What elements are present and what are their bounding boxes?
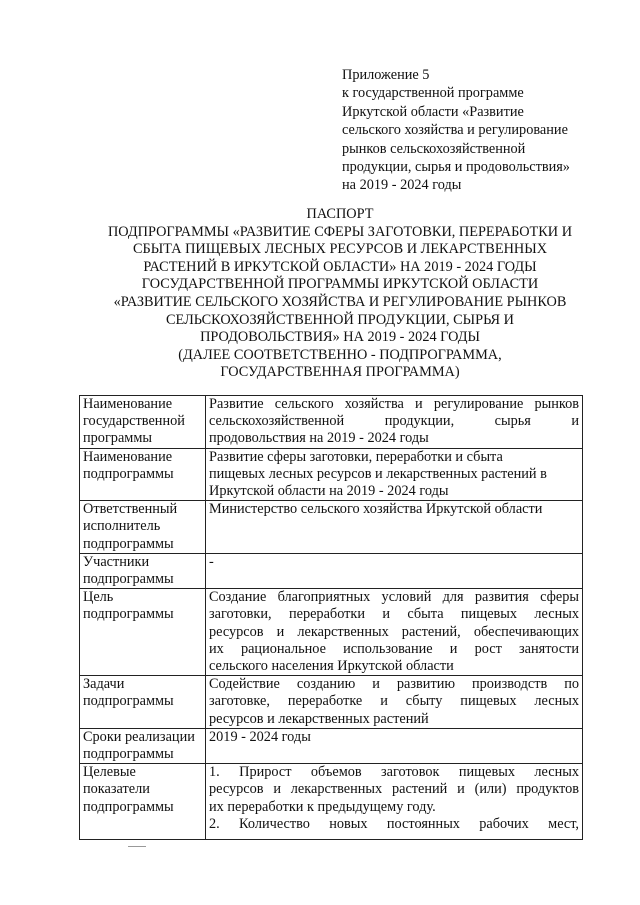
appendix-block [342, 66, 602, 195]
appendix-line: к государственной программе [342, 85, 524, 102]
value-line: их рациональное использование и рост занятости [209, 640, 579, 657]
scan-mark [128, 846, 146, 847]
label-line: подпрограммы [83, 693, 174, 710]
title-line: «РАЗВИТИЕ СЕЛЬСКОГО ХОЗЯЙСТВА И РЕГУЛИРОВАНИЕ РЫНКОВ [113, 293, 567, 310]
table-row [80, 764, 583, 840]
label-line: Ответственный [83, 501, 178, 518]
row-label [80, 396, 206, 449]
label-line: Цель [83, 589, 114, 606]
title-line: СБЫТА ПИЩЕВЫХ ЛЕСНЫХ РЕСУРСОВ И ЛЕКАРСТВЕННЫХ [132, 241, 548, 258]
row-value [206, 501, 583, 554]
row-value [206, 396, 583, 449]
row-value [206, 589, 583, 676]
row-label [80, 589, 206, 676]
table-row [80, 728, 583, 763]
label-line: Целевые [83, 764, 136, 781]
appendix-line: рынков сельскохозяйственной [342, 140, 526, 157]
row-value [206, 676, 583, 729]
title-heading: ПАСПОРТ [306, 206, 374, 222]
row-label [80, 448, 206, 501]
appendix-line: на 2019 - 2024 годы [342, 177, 462, 194]
row-label [80, 501, 206, 554]
appendix-line: Иркутской области «Развитие [342, 103, 524, 120]
label-line: Наименование [83, 448, 173, 465]
row-value [206, 728, 583, 763]
label-line: подпрограммы [83, 606, 174, 623]
row-value [206, 553, 583, 588]
label-line: подпрограммы [83, 746, 174, 763]
value-line: сельскохозяйственной продукции, сырья и [209, 413, 579, 430]
row-label [80, 728, 206, 763]
document-title [60, 206, 620, 382]
value-line: Иркутской области на 2019 - 2024 годы [209, 483, 449, 500]
value-line: ресурсов и лекарственных растений и (или) продуктов [209, 781, 579, 798]
label-line: подпрограммы [83, 571, 174, 588]
table-row [80, 553, 583, 588]
table-row [80, 589, 583, 676]
label-line: Наименование [83, 396, 173, 412]
value-line: сельского населения Иркутской области [209, 658, 454, 675]
title-line: СЕЛЬСКОХОЗЯЙСТВЕННОЙ ПРОДУКЦИИ, СЫРЬЯ И [166, 311, 514, 328]
value-line: Создание благоприятных условий для развития сферы [209, 589, 579, 606]
value-line: Содействие созданию и развитию производств по [209, 676, 579, 693]
value-line: 2. Количество новых постоянных рабочих мест, [209, 815, 579, 832]
appendix-line: Приложение 5 [342, 67, 430, 83]
title-line: РАСТЕНИЙ В ИРКУТСКОЙ ОБЛАСТИ» НА 2019 - 2024 ГОДЫ [143, 258, 537, 275]
appendix-line: продукции, сырья и продовольствия» [342, 159, 570, 176]
table-row [80, 448, 583, 501]
label-line: исполнитель [83, 518, 161, 535]
title-line: (ДАЛЕЕ СООТВЕТСТВЕННО - ПОДПРОГРАММА, [178, 346, 502, 363]
title-line: ПРОДОВОЛЬСТВИЯ» НА 2019 - 2024 ГОДЫ [200, 329, 480, 346]
value-line: 1. Прирост объемов заготовок пищевых лесных [209, 764, 579, 781]
title-line: ГОСУДАРСТВЕННАЯ ПРОГРАММА) [220, 364, 460, 381]
value-line: Развитие сельского хозяйства и регулирование рынков [209, 396, 579, 412]
value-line: заготовке, переработке и сбыту пищевых лесных [209, 693, 579, 710]
label-line: программы [83, 430, 153, 447]
table-row [80, 676, 583, 729]
table-row [80, 501, 583, 554]
row-label [80, 676, 206, 729]
value-line: 2019 - 2024 годы [209, 728, 311, 745]
label-line: подпрограммы [83, 535, 174, 552]
value-line: ресурсов и лекарственных растений, обеспечивающих [209, 623, 579, 640]
value-line: их переработки к предыдущему году. [209, 798, 436, 815]
row-label [80, 764, 206, 840]
row-continuation [209, 833, 579, 839]
label-line: Участники [83, 553, 150, 570]
label-line: подпрограммы [83, 465, 174, 482]
row-value [206, 448, 583, 501]
value-line: Министерство сельского хозяйства Иркутской области [209, 501, 543, 518]
value-line: - [209, 553, 214, 570]
table-row [80, 396, 583, 449]
value-line: пищевых лесных ресурсов и лекарственных растений в [209, 465, 547, 482]
row-label [80, 553, 206, 588]
appendix-line: сельского хозяйства и регулирование [342, 122, 568, 139]
label-line: подпрограммы [83, 798, 174, 815]
value-line: Развитие сферы заготовки, переработки и сбыта [209, 448, 503, 465]
value-line: продовольствия на 2019 - 2024 годы [209, 430, 429, 447]
passport-table [79, 395, 583, 840]
title-line: ПОДПРОГРАММЫ «РАЗВИТИЕ СФЕРЫ ЗАГОТОВКИ, ПЕРЕРАБОТКИ И [107, 223, 573, 240]
value-line: ресурсов и лекарственных растений [209, 710, 429, 727]
label-line: Задачи [83, 676, 125, 693]
row-value [206, 764, 583, 840]
label-line: Сроки реализации [83, 728, 195, 745]
label-line: государственной [83, 413, 185, 430]
value-line: заготовки, переработки и сбыта пищевых лесных [209, 606, 579, 623]
title-line: ГОСУДАРСТВЕННОЙ ПРОГРАММЫ ИРКУТСКОЙ ОБЛАСТИ [141, 276, 539, 293]
label-line: показатели [83, 781, 150, 798]
